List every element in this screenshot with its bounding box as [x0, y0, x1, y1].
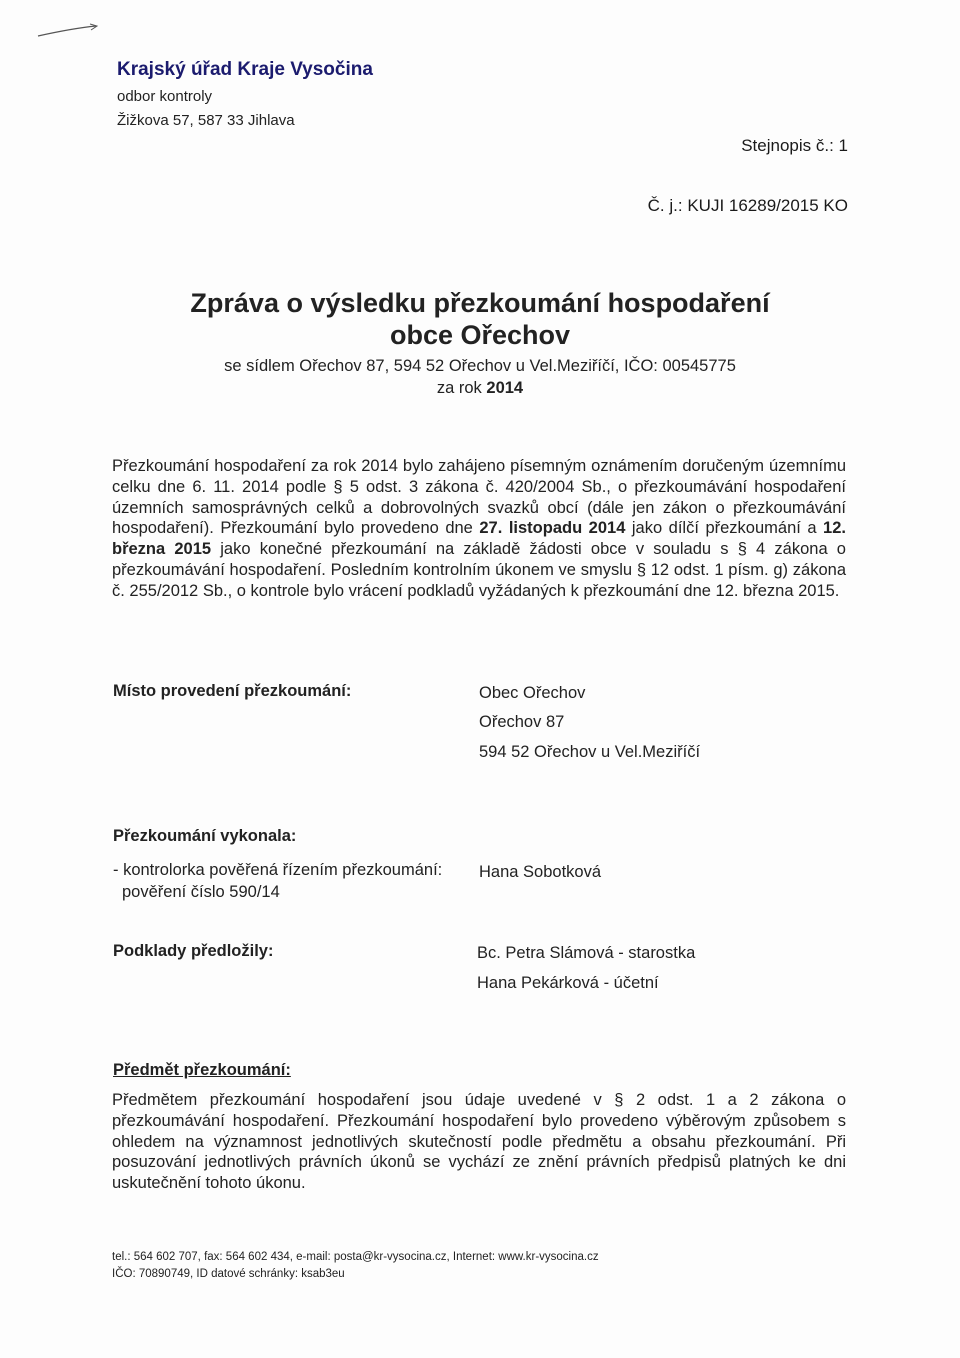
- subject-heading: Předmět přezkoumání:: [113, 1061, 291, 1079]
- final-review-date: 12. března 2015: [112, 519, 846, 559]
- place-line: Obec Ořechov: [479, 684, 586, 702]
- intro-text-2: jako dílčí přezkoumání a: [631, 519, 817, 538]
- report-year-value: 2014: [486, 379, 524, 397]
- intro-paragraph: [112, 456, 846, 602]
- document-provider: Bc. Petra Slámová - starostka: [477, 944, 696, 962]
- report-year: [0, 379, 960, 398]
- copy-number: Stejnopis č.: 1: [741, 136, 848, 155]
- footer-contacts: tel.: 564 602 707, fax: 564 602 434, e-mail: posta@kr-vysocina.cz, Internet: www.kr-vysocina.cz: [112, 1251, 599, 1263]
- document-provider: Hana Pekárková - účetní: [477, 974, 659, 992]
- performed-label: Přezkoumání vykonala:: [113, 827, 297, 845]
- documents-label: Podklady předložily:: [113, 942, 274, 960]
- authorization-number: pověření číslo 590/14: [122, 883, 280, 901]
- place-label: Místo provedení přezkoumání:: [113, 682, 352, 700]
- report-title: Zpráva o výsledku přezkoumání hospodaření: [190, 288, 770, 318]
- place-line: Ořechov 87: [479, 713, 565, 731]
- subject-paragraph: Předmětem přezkoumání hospodaření jsou údaje uvedené v § 2 odst. 1 a 2 zákona o přezkoumávání hospodaření. Přezkoumání hospodaření bylo provedeno výběrovým způsobem s ohledem na významnost jednotlivých skutečností podle předmětu a obsahu přezkoumání. Při posuzování jednotlivých právních úkonů se vychází ze znění právních předpisů platných ke dni uskutečnění tohoto úkonu.: [112, 1091, 846, 1193]
- footer-ids: IČO: 70890749, ID datové schránky: ksab3eu: [112, 1268, 345, 1280]
- place-line: 594 52 Ořechov u Vel.Meziříčí: [479, 743, 701, 761]
- sender-department: odbor kontroly: [117, 88, 213, 105]
- sender-name: Krajský úřad Kraje Vysočina: [117, 59, 373, 80]
- inspector-name: Hana Sobotková: [479, 863, 602, 881]
- inspector-role: - kontrolorka pověřená řízením přezkoumání:: [113, 861, 443, 879]
- report-year-prefix: za rok: [436, 379, 482, 397]
- pen-stroke-mark: [36, 22, 100, 42]
- reference-number: Č. j.: KUJI 16289/2015 KO: [647, 196, 848, 215]
- report-subject: obce Ořechov: [389, 320, 571, 350]
- partial-review-date: 27. listopadu 2014: [479, 519, 626, 538]
- municipality-seat: se sídlem Ořechov 87, 594 52 Ořechov u Vel.Meziříčí, IČO: 00545775: [224, 357, 736, 375]
- intro-text-3: jako konečné přezkoumání na základě žádosti obce v souladu s § 4 zákona o přezkoumávání hospodaření. Posledním kontrolním úkonem ve smyslu § 12 odst. 1 písm. g) zákona č. 255/2012 Sb., o kontrole bylo vrácení podkladů vyžádaných k přezkoumání dne 12. března 2015.: [112, 540, 846, 600]
- intro-text-1: Přezkoumání hospodaření za rok 2014 bylo zahájeno písemným oznámením doručeným územnímu celku dne 6. 11. 2014 podle § 5 odst. 3 zákona č. 420/2004 Sb., o přezkoumávání hospodaření územních samosprávných celků a dobrovolných svazků obcí (dále jen zákon o přezkoumávání hospodaření). Přezkoumání bylo provedeno dne: [112, 457, 846, 538]
- sender-address: Žižkova 57, 587 33 Jihlava: [117, 112, 295, 129]
